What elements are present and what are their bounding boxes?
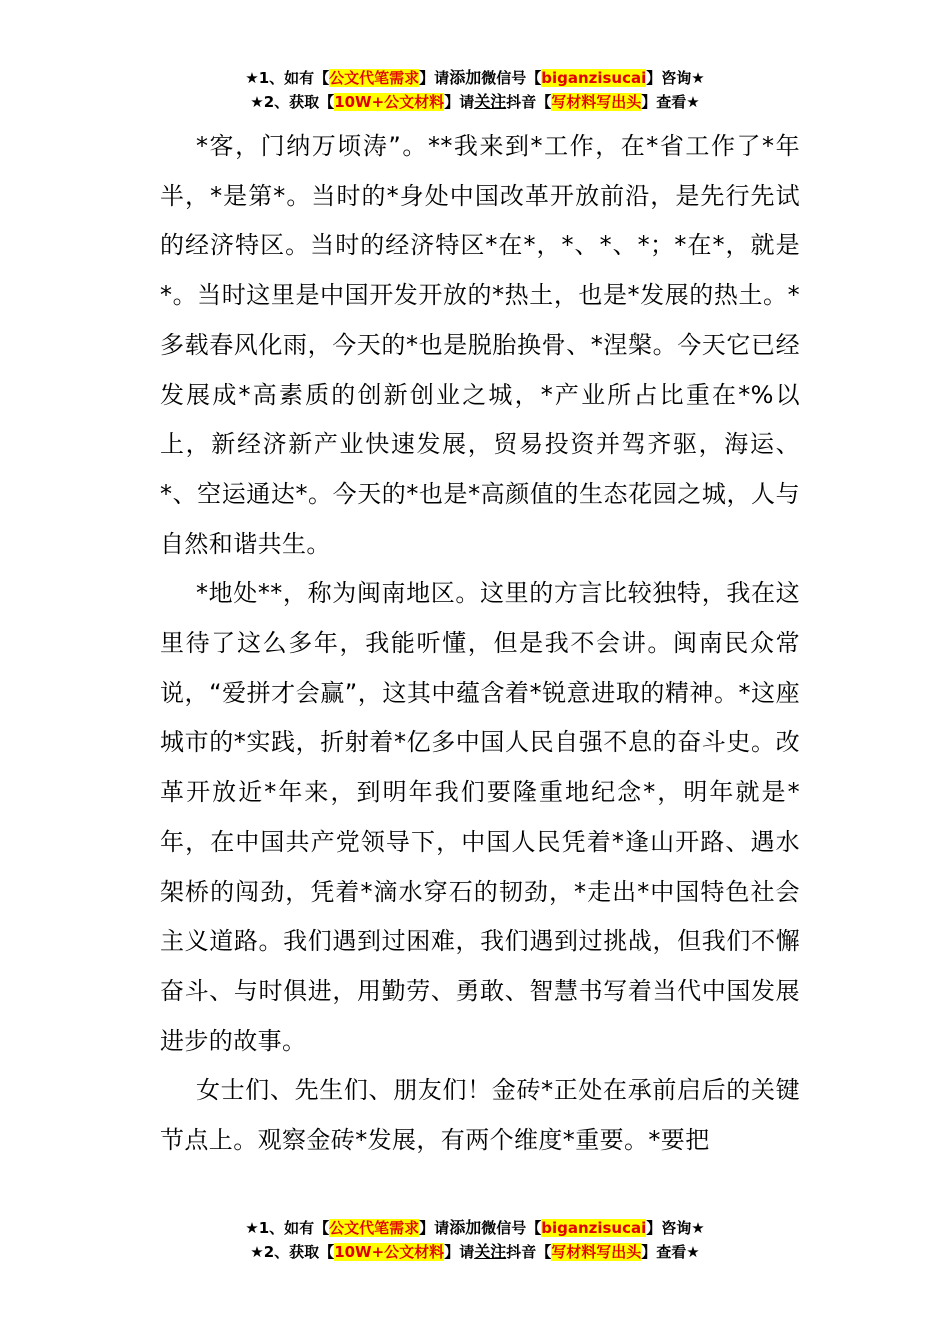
paragraph-2: *地处**，称为闽南地区。这里的方言比较独特，我在这里待了这么多年，我能听懂，但是我不会讲。闽南民众常说，“爱拼才会赢”，这其中蕴含着*锐意进取的精神。*这座城市的*实践，折射着*亿多中国人民自强不息的奋斗史。改革开放近*年来，到明年我们要隆重地纪念*，明年就是*年，在中国共产党领导下，中国人民凭着*逢山开路、遇水架桥的闯劲，凭着*滴水穿石的韧劲，*走出*中国特色社会主义道路。我们遇到过困难，我们遇到过挑战，但我们不懈奋斗、与时俱进，用勤劳、勇敢、智慧书写着当代中国发展进步的故事。 xyxy=(160,579,800,1055)
banner-line-1 xyxy=(0,66,950,90)
paragraph-1: *客，门纳万顷涛”。**我来到*工作，在*省工作了*年半，*是第*。当时的*身处中国改革开放前沿，是先行先试的经济特区。当时的经济特区*在*，*、*、*；*在*，就是*。当时这里是中国开发开放的*热土，也是*发展的热土。*多载春风化雨，今天的*也是脱胎换骨、*涅槃。今天它已经发展成*高素质的创新创业之城，*产业所占比重在*%以上，新经济新产业快速发展，贸易投资并驾齐驱，海运、*、空运通达*。今天的*也是*高颜值的生态花园之城，人与自然和谐共生。 xyxy=(160,132,800,558)
highlight-materials: 10W+公文材料 xyxy=(334,93,445,111)
highlight-douyin-account: 写材料写出头 xyxy=(551,1243,642,1261)
banner-text: ★1、如有【 xyxy=(245,69,330,87)
banner-text: 微信号【 xyxy=(481,69,542,87)
header-banner xyxy=(0,66,950,114)
banner-text: 抖音【 xyxy=(506,1243,552,1261)
banner-text: 】请 xyxy=(444,93,475,111)
banner-text: 】请 xyxy=(419,69,450,87)
banner-text: ★1、如有【 xyxy=(245,1219,330,1237)
banner-emphasis: 添加 xyxy=(449,68,482,87)
paragraph-3: 女士们、先生们、朋友们！金砖*正处在承前启后的关键节点上。观察金砖*发展，有两个维度*重要。*要把 xyxy=(160,1076,800,1155)
footer-banner xyxy=(0,1216,950,1264)
banner-line-1 xyxy=(0,1216,950,1240)
banner-text: ★2、获取【 xyxy=(250,93,335,111)
banner-text: 】咨询★ xyxy=(646,1219,705,1237)
banner-text: 】请 xyxy=(444,1243,475,1261)
banner-text: 微信号【 xyxy=(481,1219,542,1237)
highlight-service: 公文代笔需求 xyxy=(329,69,420,87)
banner-text: ★2、获取【 xyxy=(250,1243,335,1261)
highlight-service: 公文代笔需求 xyxy=(329,1219,420,1237)
highlight-douyin-account: 写材料写出头 xyxy=(551,93,642,111)
banner-emphasis: 关注 xyxy=(474,1242,507,1261)
banner-line-2 xyxy=(0,1240,950,1264)
banner-text: 】咨询★ xyxy=(646,69,705,87)
highlight-wechat-id: biganzisucai xyxy=(541,69,647,87)
highlight-wechat-id: biganzisucai xyxy=(541,1219,647,1237)
banner-text: 】查看★ xyxy=(641,1243,700,1261)
banner-line-2 xyxy=(0,90,950,114)
document-body xyxy=(160,122,800,1166)
banner-emphasis: 添加 xyxy=(449,1218,482,1237)
banner-text: 】请 xyxy=(419,1219,450,1237)
banner-text: 抖音【 xyxy=(506,93,552,111)
banner-text: 】查看★ xyxy=(641,93,700,111)
banner-emphasis: 关注 xyxy=(474,92,507,111)
highlight-materials: 10W+公文材料 xyxy=(334,1243,445,1261)
